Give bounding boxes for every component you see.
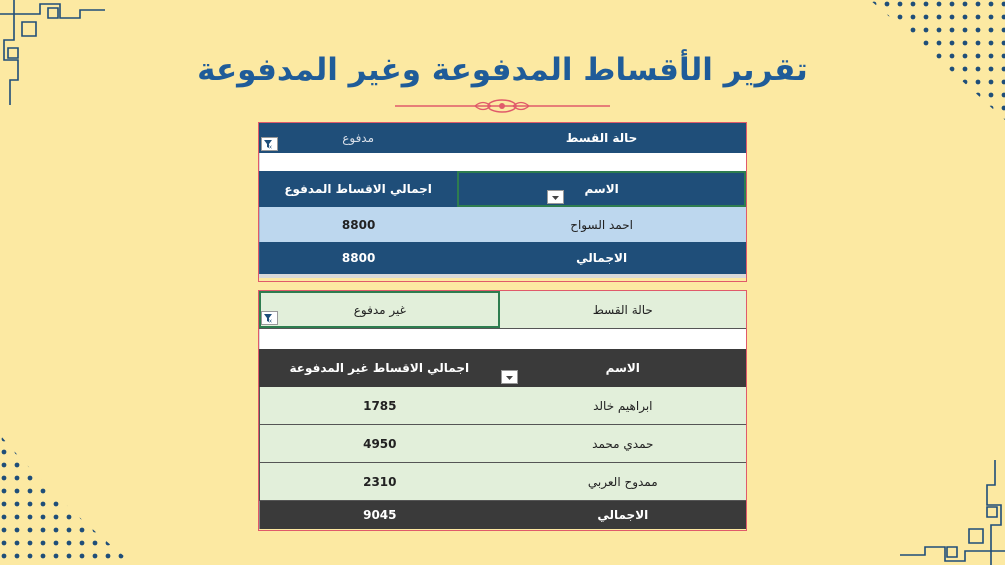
filter-row: [259, 123, 746, 153]
row-value: 1785: [259, 387, 500, 424]
table-row: [259, 207, 746, 242]
column-header-row: [259, 171, 746, 207]
filter-applied-icon[interactable]: [261, 311, 278, 325]
row-name: ابراهيم خالد: [593, 398, 653, 413]
svg-text:x: x: [269, 318, 272, 323]
dropdown-arrow-icon[interactable]: [547, 190, 564, 204]
paid-installments-pivot: [258, 122, 747, 282]
total-row: [259, 501, 746, 529]
column-header-row: [259, 349, 746, 387]
corner-pattern-bottom-right: [895, 455, 1005, 565]
total-label: الاجمالي: [576, 251, 628, 265]
table-row: [259, 387, 746, 425]
svg-text:x: x: [269, 144, 272, 149]
filter-value[interactable]: غير مدفوع: [259, 291, 500, 328]
filter-applied-icon[interactable]: [261, 137, 278, 151]
title-divider: [395, 96, 610, 116]
table-row: [259, 425, 746, 463]
column-header-total: اجمالي الاقساط غير المدفوعة: [289, 361, 470, 375]
filter-label: حالة القسط: [592, 302, 653, 317]
total-label: الاجمالي: [597, 508, 649, 522]
filter-row: [259, 291, 746, 329]
unpaid-installments-pivot: [258, 290, 747, 531]
dot-pattern-bottom-left: [0, 435, 135, 565]
row-value: 4950: [259, 425, 500, 462]
column-header-name[interactable]: الاسم: [457, 171, 746, 207]
row-value: 8800: [259, 207, 457, 242]
spacer-row: [259, 329, 746, 349]
row-value: 2310: [259, 463, 500, 500]
filter-value: مدفوع: [342, 131, 375, 145]
table-row: [259, 463, 746, 501]
row-name: احمد السواح: [570, 217, 633, 232]
total-row: [259, 242, 746, 278]
total-value: 8800: [259, 242, 457, 274]
filter-label: حالة القسط: [565, 131, 638, 145]
column-header-name: الاسم: [605, 361, 640, 375]
page-title: تقرير الأقساط المدفوعة وغير المدفوعة: [197, 52, 808, 88]
spacer-row: [259, 153, 746, 171]
total-value: 9045: [259, 501, 500, 529]
row-name: حمدي محمد: [592, 436, 654, 451]
dropdown-arrow-icon[interactable]: [501, 370, 518, 384]
row-name: ممدوح العربي: [587, 474, 658, 489]
column-header-total: اجمالي الاقساط المدفوع: [284, 182, 432, 196]
